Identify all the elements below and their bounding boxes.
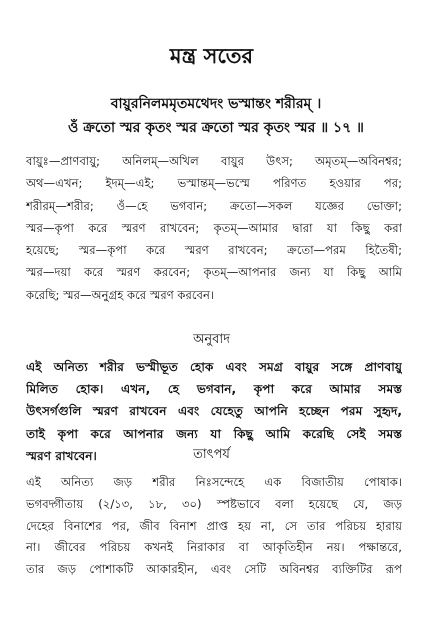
synonyms-line: স্মর—দয়া করে স্মরণ করবেন; কৃতম্—আপনার জন্য যা কিছু আমি: [26, 265, 402, 280]
translation-line: মিলিত হোক। এখন, হে ভগবান, কৃপা করে আমার সমস্ত: [26, 382, 402, 397]
purport-line: ভগবদ্গীতায় (২/১৩, ১৮, ৩০) স্পষ্টভাবে বলা হয়েছে যে, জড়: [26, 496, 402, 511]
purport-heading: তাৎপর্য: [193, 447, 230, 462]
page-title: মন্ত্র সতের: [169, 44, 254, 68]
synonyms-line: শরীরম্—শরীর; ওঁ—হে ভগবান; ক্রতো—সকল যজ্ঞের ভোক্তা;: [26, 198, 402, 213]
purport-paragraph: [26, 472, 402, 581]
verse-line-1: বায়ুরনিলমমৃতমথেদং ভস্মান্তং শরীরম্ ।: [110, 96, 322, 112]
synonyms-line: অথ—এখন; ইদম্—এই; ভস্মান্তম্—ভস্মে পরিণত হওয়ার পর;: [26, 176, 402, 191]
synonyms-paragraph: [26, 150, 402, 306]
translation-heading: অনুবাদ: [193, 332, 230, 347]
translation-line: উৎসর্গগুলি স্মরণ রাখবেন এবং যেহেতু আপনি হচ্ছেন পরম সুহৃদ,: [26, 404, 402, 419]
purport-line: তার জড় পোশাকটি আকারহীন, এবং সেটি অবিনশ্বর ব্যক্তিটির রূপ: [26, 562, 402, 577]
synonyms-line: করেছি; স্মর—অনুগ্রহ করে স্মরণ করবেন।: [26, 287, 215, 302]
verse-line-2: ওঁ ক্রতো স্মর কৃতং স্মর ক্রতো স্মর কৃতং স্মর ॥ ১৭ ॥: [68, 120, 364, 136]
synonyms-line: হয়েছে; স্মর—কৃপা করে স্মরণ রাখবেন; ক্রতো—পরম হিতৈষী;: [26, 243, 402, 258]
purport-line: এই অনিত্য জড় শরীর নিঃসন্দেহে এক বিজাতীয় পোষাক।: [26, 475, 402, 489]
translation-line: স্মরণ রাখবেন।: [26, 448, 97, 463]
synonyms-line: বায়ুঃ—প্রাণবায়ু; অনিলম্—অখিল বায়ুর উৎস; অমৃতম্—অবিনশ্বর;: [26, 154, 402, 168]
synonyms-line: স্মর—কৃপা করে স্মরণ রাখবেন; কৃতম্—আমার দ্বারা যা কিছু করা: [26, 220, 402, 235]
purport-line: দেহের বিনাশের পর, জীব বিনাশ প্রাপ্ত হয় না, সে তার পরিচয় হারায়: [26, 518, 402, 533]
purport-line: না। জীবের পরিচয় কখনই নিরাকার বা আকৃতিহীন নয়। পক্ষান্তরে,: [26, 540, 402, 555]
translation-line: এই অনিত্য শরীর ভস্মীভূত হোক এবং সমগ্র বায়ুর সঙ্গে প্রাণবায়ু: [26, 360, 402, 374]
translation-line: তাই কৃপা করে আপনার জন্য যা কিছু আমি করেছি সেই সমস্ত: [26, 426, 402, 441]
